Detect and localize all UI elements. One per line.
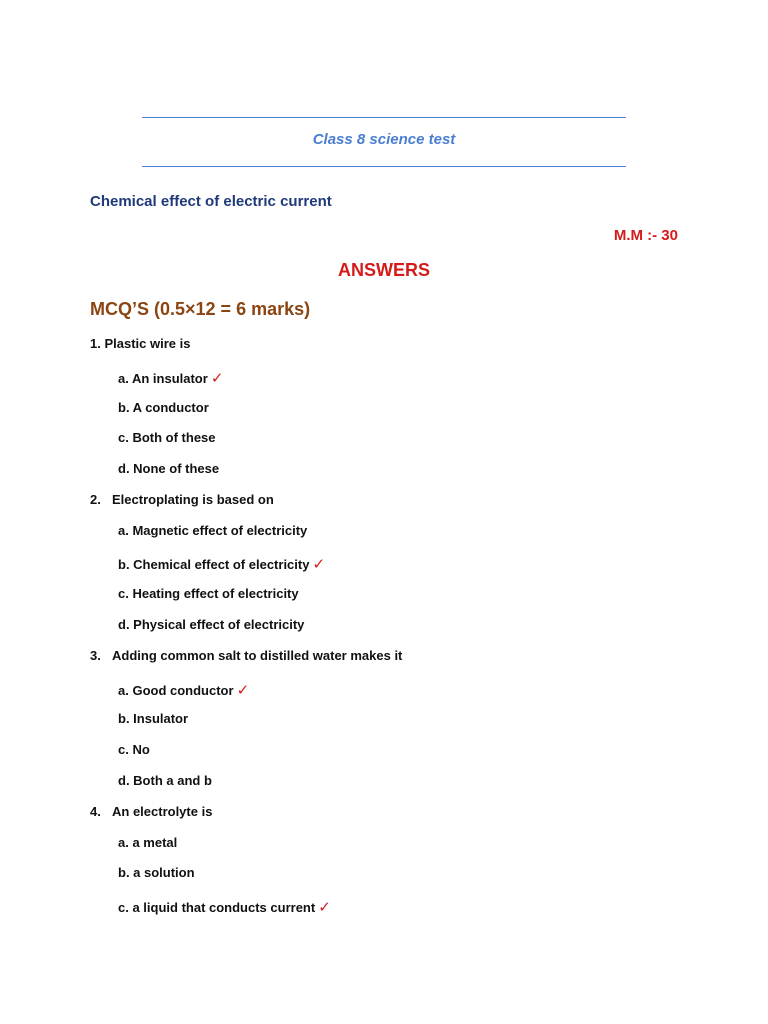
- option-4a: [118, 835, 177, 850]
- title-top-rule: [142, 117, 626, 118]
- option-1a: [118, 369, 223, 387]
- chapter-heading: Chemical effect of electric current: [90, 193, 332, 210]
- checkmark-icon: ✓: [318, 899, 331, 916]
- mcq-section-heading: MCQ’S (0.5×12 = 6 marks): [90, 299, 311, 319]
- question-4: [90, 804, 212, 819]
- option-1b: [118, 400, 209, 415]
- option-label: c. No: [118, 742, 150, 757]
- option-label: c. Heating effect of electricity: [118, 586, 299, 601]
- max-marks: M.M :- 30: [613, 227, 678, 244]
- question-text: An electrolyte is: [112, 804, 213, 819]
- question-1: [90, 336, 190, 351]
- question-number: 2.: [90, 492, 101, 507]
- option-2d: [118, 617, 304, 632]
- checkmark-icon: ✓: [236, 682, 250, 699]
- option-label: b. Insulator: [118, 711, 189, 726]
- question-3: [90, 648, 402, 663]
- option-1d: [118, 461, 219, 476]
- option-1c: [118, 430, 216, 445]
- question-text: Plastic wire is: [104, 336, 191, 351]
- question-text: Adding common salt to distilled water makes it: [112, 648, 403, 663]
- option-3c: [118, 742, 150, 757]
- question-number: 4.: [90, 804, 101, 819]
- option-label: a. a metal: [118, 835, 178, 850]
- option-4b: [118, 865, 195, 880]
- option-2b: [118, 555, 325, 573]
- option-3a: [118, 681, 249, 699]
- question-number: 3.: [90, 648, 101, 663]
- option-label: d. Both a and b: [118, 773, 212, 788]
- question-number: 1.: [90, 336, 101, 351]
- checkmark-icon: ✓: [210, 370, 224, 387]
- option-label: d. None of these: [118, 461, 220, 476]
- option-2a: [118, 523, 307, 538]
- option-label: a. Good conductor: [118, 683, 234, 698]
- page-title: Class 8 science test: [312, 131, 456, 148]
- option-2c: [118, 586, 299, 601]
- option-label: a. An insulator: [118, 371, 208, 386]
- option-3d: [118, 773, 212, 788]
- checkmark-icon: ✓: [312, 556, 326, 573]
- title-bottom-rule: [142, 166, 626, 167]
- option-3b: [118, 711, 188, 726]
- option-label: c. Both of these: [118, 430, 216, 445]
- option-4c: [118, 898, 331, 916]
- option-label: b. Chemical effect of electricity: [118, 557, 310, 572]
- option-label: b. A conductor: [118, 400, 209, 415]
- answers-heading: ANSWERS: [337, 260, 430, 280]
- option-label: b. a solution: [118, 865, 195, 880]
- question-text: Electroplating is based on: [112, 492, 274, 507]
- option-label: a. Magnetic effect of electricity: [118, 523, 308, 538]
- option-label: c. a liquid that conducts current: [118, 900, 316, 915]
- option-label: d. Physical effect of electricity: [118, 617, 305, 632]
- question-2: [90, 492, 274, 507]
